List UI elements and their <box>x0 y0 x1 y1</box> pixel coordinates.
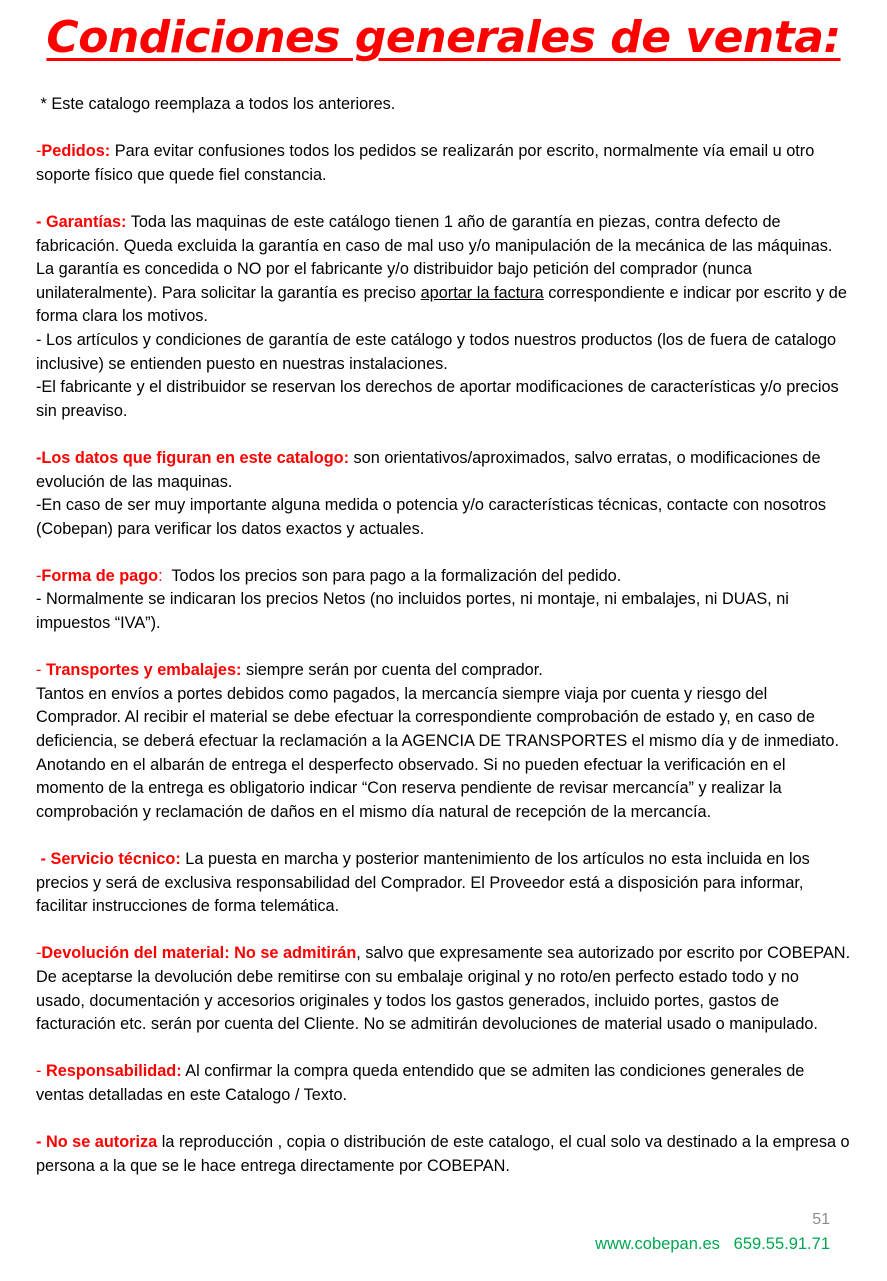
section-responsabilidad <box>36 1060 851 1107</box>
footer-contact <box>595 1235 830 1254</box>
transportes-text: siempre serán por cuenta del comprador. <box>241 661 543 680</box>
responsabilidad-label: Responsabilidad: <box>45 1062 182 1081</box>
transportes-label: Transportes y embalajes: <box>45 661 242 680</box>
garantias-line-2: - Los artículos y condiciones de garantía de este catálogo y todos nuestros productos (los de fuera de catalogo inclusive) se entienden puesto en nuestras instalaciones. <box>36 330 837 373</box>
autoriza-label: - No se autoriza <box>36 1133 158 1152</box>
garantias-line-3: -El fabricante y el distribuidor se reservan los derechos de aportar modificaciones de características y/o precios sin preaviso. <box>36 378 839 420</box>
pago-dash: - <box>36 566 42 585</box>
section-garantias <box>36 211 851 329</box>
datos-text: son orientativos/aproximados, salvo erratas, o modificaciones de evolución de las maquinas. <box>36 448 821 491</box>
section-datos <box>36 447 851 494</box>
devolucion-label: Devolución del material: No se admitirán <box>41 944 357 963</box>
pedidos-dash: - <box>36 142 42 161</box>
garantias-label: - Garantías: <box>36 212 127 231</box>
footer-website: www.cobepan.es <box>595 1235 720 1253</box>
section-pedidos <box>36 140 851 187</box>
responsabilidad-dash: - <box>36 1062 46 1081</box>
intro-paragraph: * Este catalogo reemplaza a todos los anteriores. <box>36 95 396 113</box>
garantias-factura-text: aportar la factura <box>420 283 544 302</box>
devolucion-text: , salvo que expresamente sea autorizado por escrito por COBEPAN. De aceptarse la devolución debe remitirse con su embalaje original y no roto/en perfecto estado todo y no usado, documentación y accesorios originales y todos los gastos generados, incluido portes, gastos de facturación etc. serán por cuenta del Cliente. No se admitirán devoluciones de material usado o manipulado. <box>36 944 851 1034</box>
servicio-text: La puesta en marcha y posterior mantenimiento de los artículos no esta incluida en los precios y será de exclusiva responsabilidad del Comprador. El Proveedor está a disposición para informar, facilitar instrucciones de forma telemática. <box>36 850 815 916</box>
datos-label: -Los datos que figuran en este catalogo: <box>36 448 350 467</box>
section-devolucion <box>36 942 851 1036</box>
footer-phone: 659.55.91.71 <box>733 1235 830 1253</box>
datos-line-2: -En caso de ser muy importante alguna medida o potencia y/o características técnicas, contacte con nosotros (Cobepan) para verificar los datos exactos y actuales. <box>36 496 827 538</box>
garantias-text-1: Toda las maquinas de este catálogo tienen 1 año de garantía en piezas, contra defecto de fabricación. Queda excluida la garantía en caso de mal uso y/o manipulación de la mecánica de las máquinas. La garantía es concedida o NO por el fabricante y/o distribuidor bajo petición del comprador (nunca unilateralmente). Para solicitar la garantía es preciso <box>36 212 833 302</box>
page-title-text: Condiciones generales de venta: <box>46 12 841 63</box>
section-pago <box>36 565 851 589</box>
servicio-label: - Servicio técnico: <box>36 850 181 868</box>
transportes-line-2: Tantos en envíos a portes debidos como pagados, la mercancía siempre viaja por cuenta y riesgo del Comprador. Al recibir el material se debe efectuar la correspondiente comprobación de estado y, en caso de deficiencia, se deberá efectuar la reclamación a la AGENCIA DE TRANSPORTES el mismo día y de inmediato. Anotando en el albarán de entrega el desperfecto observado. Si no pueden efectuar la verificación en el momento de la entrega es obligatorio indicar “Con reserva pendiente de revisar mercancía” y realizar la comprobación y reclamación de daños en el mismo día natural de recepción de la mercancía. <box>36 684 839 821</box>
section-servicio <box>36 848 851 919</box>
autoriza-text: la reproducción , copia o distribución de este catalogo, el cual solo va destinado a la empresa o persona a la que se le hace entrega directamente por COBEPAN. <box>36 1133 850 1175</box>
page-number: 51 <box>812 1211 830 1228</box>
pago-label: Forma de pago <box>41 566 159 585</box>
devolucion-dash: - <box>36 944 42 963</box>
pago-colon: : <box>158 566 163 585</box>
page-title <box>0 10 887 66</box>
conditions-body <box>36 93 851 1178</box>
pedidos-label: Pedidos: <box>41 142 111 161</box>
responsabilidad-text: Al confirmar la compra queda entendido que se admiten las condiciones generales de ventas detalladas en este Catalogo / Texto. <box>36 1062 805 1104</box>
transportes-dash: - <box>36 661 46 680</box>
section-transportes <box>36 659 851 683</box>
pago-line-2: - Normalmente se indicaran los precios Netos (no incluidos portes, ni montaje, ni embalajes, ni DUAS, ni impuestos “IVA”). <box>36 590 789 633</box>
pedidos-text: Para evitar confusiones todos los pedidos se realizarán por escrito, normalmente vía email u otro soporte físico que quede fiel constancia. <box>36 142 815 184</box>
pago-text: Todos los precios son para pago a la formalización del pedido. <box>162 566 622 585</box>
garantias-text-2: correspondiente e indicar por escrito y de forma clara los motivos. <box>36 283 847 326</box>
section-autoriza <box>36 1131 851 1178</box>
